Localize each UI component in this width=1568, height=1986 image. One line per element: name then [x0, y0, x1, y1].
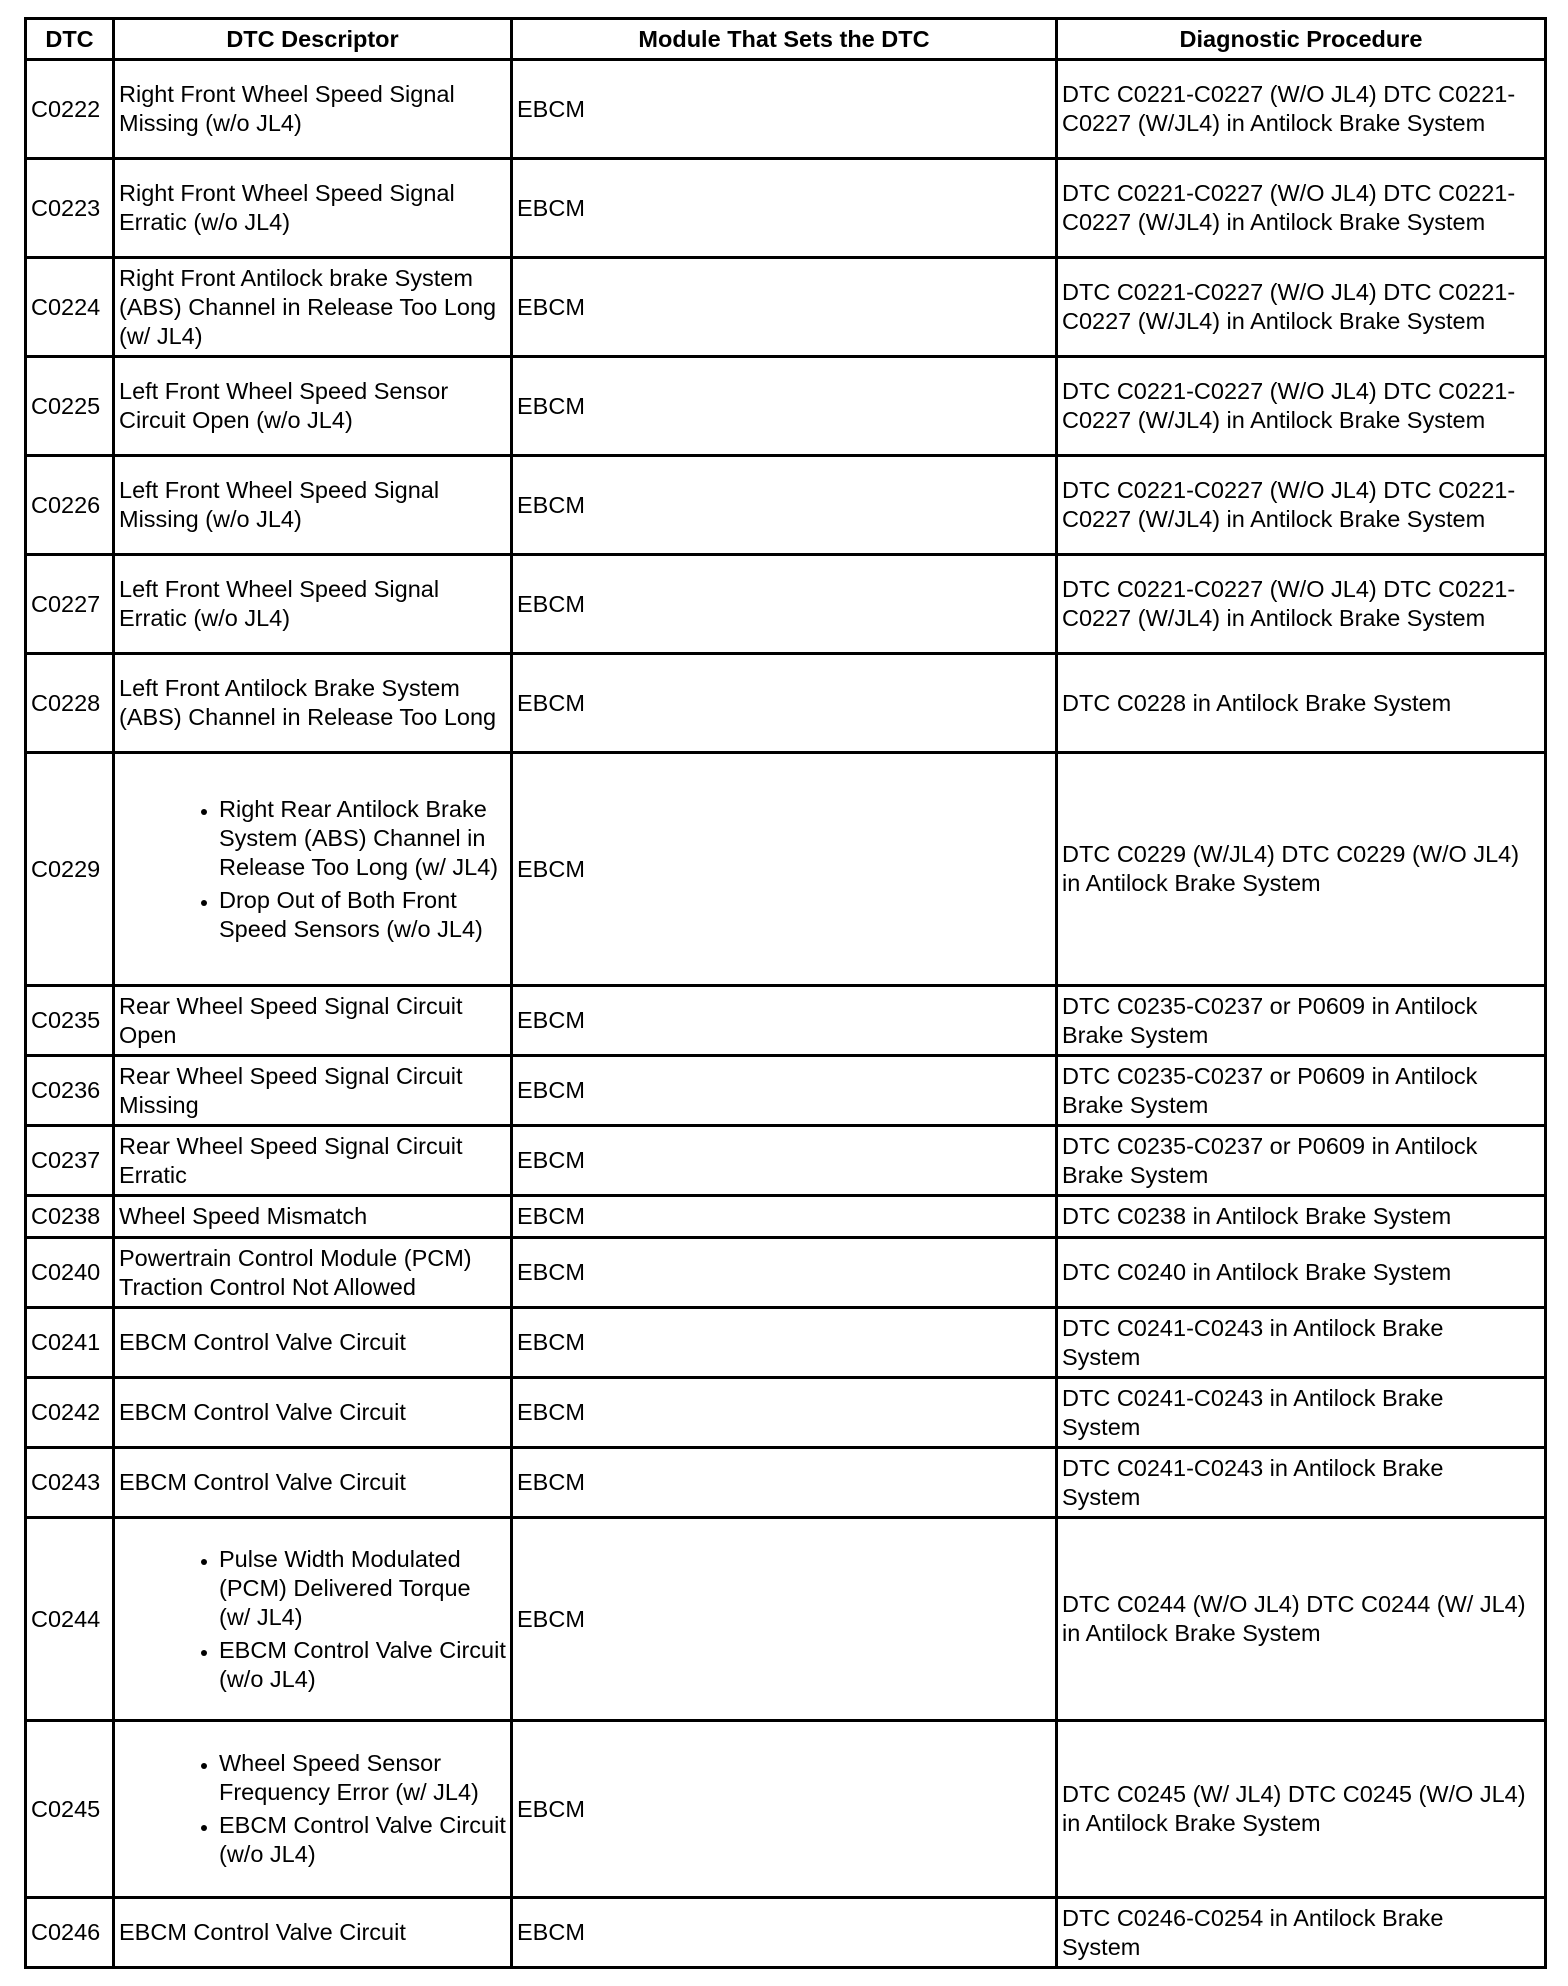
dtc-code: C0229 [26, 753, 114, 986]
dtc-code: C0225 [26, 357, 114, 456]
dtc-descriptor: Left Front Wheel Speed Signal Erratic (w/o JL4) [114, 555, 512, 654]
dtc-code: C0245 [26, 1721, 114, 1898]
table-row [26, 1308, 1546, 1378]
diagnostic-procedure: DTC C0246-C0254 in Antilock Brake System [1057, 1898, 1546, 1968]
module: EBCM [512, 1448, 1057, 1518]
diagnostic-procedure: DTC C0238 in Antilock Brake System [1057, 1196, 1546, 1238]
module: EBCM [512, 1518, 1057, 1721]
module: EBCM [512, 1238, 1057, 1308]
diagnostic-procedure: DTC C0221-C0227 (W/O JL4) DTC C0221-C0227 (W/JL4) in Antilock Brake System [1057, 258, 1546, 357]
module: EBCM [512, 159, 1057, 258]
dtc-descriptor: Left Front Wheel Speed Signal Missing (w/o JL4) [114, 456, 512, 555]
dtc-code: C0238 [26, 1196, 114, 1238]
dtc-descriptor: EBCM Control Valve Circuit [114, 1378, 512, 1448]
diagnostic-procedure: DTC C0221-C0227 (W/O JL4) DTC C0221-C0227 (W/JL4) in Antilock Brake System [1057, 159, 1546, 258]
dtc-code: C0237 [26, 1126, 114, 1196]
dtc-code: C0246 [26, 1898, 114, 1968]
descriptor-bullet: • Wheel Speed Sensor Frequency Error (w/ JL4) [219, 1749, 506, 1807]
descriptor-bullet-list [119, 1545, 506, 1694]
module: EBCM [512, 60, 1057, 159]
module: EBCM [512, 1378, 1057, 1448]
diagnostic-procedure: DTC C0221-C0227 (W/O JL4) DTC C0221-C0227 (W/JL4) in Antilock Brake System [1057, 60, 1546, 159]
dtc-descriptor: Left Front Wheel Speed Sensor Circuit Open (w/o JL4) [114, 357, 512, 456]
module: EBCM [512, 357, 1057, 456]
dtc-table [24, 17, 1547, 1969]
dtc-descriptor: Rear Wheel Speed Signal Circuit Open [114, 986, 512, 1056]
diagnostic-procedure: DTC C0221-C0227 (W/O JL4) DTC C0221-C0227 (W/JL4) in Antilock Brake System [1057, 456, 1546, 555]
dtc-code: C0242 [26, 1378, 114, 1448]
dtc-code: C0240 [26, 1238, 114, 1308]
dtc-descriptor: Left Front Antilock Brake System (ABS) Channel in Release Too Long [114, 654, 512, 753]
diagnostic-procedure: DTC C0245 (W/ JL4) DTC C0245 (W/O JL4) in Antilock Brake System [1057, 1721, 1546, 1898]
table-row [26, 1056, 1546, 1126]
dtc-code: C0227 [26, 555, 114, 654]
module: EBCM [512, 1308, 1057, 1378]
diagnostic-procedure: DTC C0235-C0237 or P0609 in Antilock Brake System [1057, 986, 1546, 1056]
descriptor-bullet-list [119, 795, 506, 944]
dtc-code: C0241 [26, 1308, 114, 1378]
dtc-code: C0228 [26, 654, 114, 753]
module: EBCM [512, 1126, 1057, 1196]
table-row [26, 258, 1546, 357]
dtc-code: C0222 [26, 60, 114, 159]
table-row [26, 60, 1546, 159]
table-row [26, 1518, 1546, 1721]
diagnostic-procedure: DTC C0229 (W/JL4) DTC C0229 (W/O JL4) in Antilock Brake System [1057, 753, 1546, 986]
dtc-descriptor [114, 1721, 512, 1898]
module: EBCM [512, 1196, 1057, 1238]
diagnostic-procedure: DTC C0228 in Antilock Brake System [1057, 654, 1546, 753]
header-dtc-descriptor: DTC Descriptor [114, 19, 512, 60]
dtc-descriptor: Powertrain Control Module (PCM) Traction Control Not Allowed [114, 1238, 512, 1308]
descriptor-bullet: • Drop Out of Both Front Speed Sensors (w/o JL4) [219, 886, 506, 944]
table-row [26, 1448, 1546, 1518]
dtc-descriptor: Right Front Wheel Speed Signal Missing (w/o JL4) [114, 60, 512, 159]
table-row [26, 1898, 1546, 1968]
dtc-code: C0235 [26, 986, 114, 1056]
descriptor-bullet: • Right Rear Antilock Brake System (ABS) Channel in Release Too Long (w/ JL4) [219, 795, 506, 882]
table-row [26, 1196, 1546, 1238]
module: EBCM [512, 258, 1057, 357]
dtc-code: C0236 [26, 1056, 114, 1126]
dtc-descriptor [114, 753, 512, 986]
module: EBCM [512, 654, 1057, 753]
dtc-code: C0243 [26, 1448, 114, 1518]
module: EBCM [512, 753, 1057, 986]
dtc-descriptor: Right Front Antilock brake System (ABS) Channel in Release Too Long (w/ JL4) [114, 258, 512, 357]
table-row [26, 1238, 1546, 1308]
module: EBCM [512, 986, 1057, 1056]
table-row [26, 555, 1546, 654]
dtc-code: C0224 [26, 258, 114, 357]
diagnostic-procedure: DTC C0241-C0243 in Antilock Brake System [1057, 1308, 1546, 1378]
module: EBCM [512, 456, 1057, 555]
descriptor-bullet-list [119, 1749, 506, 1869]
table-row [26, 1126, 1546, 1196]
diagnostic-procedure: DTC C0235-C0237 or P0609 in Antilock Brake System [1057, 1056, 1546, 1126]
module: EBCM [512, 1898, 1057, 1968]
table-row [26, 986, 1546, 1056]
table-header-row [26, 19, 1546, 60]
dtc-descriptor [114, 1518, 512, 1721]
table-row [26, 456, 1546, 555]
dtc-code: C0226 [26, 456, 114, 555]
header-module: Module That Sets the DTC [512, 19, 1057, 60]
table-row [26, 159, 1546, 258]
diagnostic-procedure: DTC C0235-C0237 or P0609 in Antilock Brake System [1057, 1126, 1546, 1196]
dtc-descriptor: Rear Wheel Speed Signal Circuit Missing [114, 1056, 512, 1126]
diagnostic-procedure: DTC C0241-C0243 in Antilock Brake System [1057, 1448, 1546, 1518]
table-row [26, 1721, 1546, 1898]
dtc-descriptor: Right Front Wheel Speed Signal Erratic (w/o JL4) [114, 159, 512, 258]
dtc-descriptor: EBCM Control Valve Circuit [114, 1448, 512, 1518]
descriptor-bullet: • Pulse Width Modulated (PCM) Delivered Torque (w/ JL4) [219, 1545, 506, 1632]
table-row [26, 1378, 1546, 1448]
table-row [26, 357, 1546, 456]
diagnostic-procedure: DTC C0244 (W/O JL4) DTC C0244 (W/ JL4) in Antilock Brake System [1057, 1518, 1546, 1721]
dtc-descriptor: Rear Wheel Speed Signal Circuit Erratic [114, 1126, 512, 1196]
table-row [26, 753, 1546, 986]
header-diagnostic-procedure: Diagnostic Procedure [1057, 19, 1546, 60]
module: EBCM [512, 1721, 1057, 1898]
diagnostic-procedure: DTC C0240 in Antilock Brake System [1057, 1238, 1546, 1308]
descriptor-bullet: • EBCM Control Valve Circuit (w/o JL4) [219, 1636, 506, 1694]
dtc-descriptor: EBCM Control Valve Circuit [114, 1898, 512, 1968]
module: EBCM [512, 1056, 1057, 1126]
diagnostic-procedure: DTC C0221-C0227 (W/O JL4) DTC C0221-C0227 (W/JL4) in Antilock Brake System [1057, 357, 1546, 456]
diagnostic-procedure: DTC C0221-C0227 (W/O JL4) DTC C0221-C0227 (W/JL4) in Antilock Brake System [1057, 555, 1546, 654]
descriptor-bullet: • EBCM Control Valve Circuit (w/o JL4) [219, 1811, 506, 1869]
dtc-descriptor: EBCM Control Valve Circuit [114, 1308, 512, 1378]
diagnostic-procedure: DTC C0241-C0243 in Antilock Brake System [1057, 1378, 1546, 1448]
header-dtc: DTC [26, 19, 114, 60]
dtc-code: C0223 [26, 159, 114, 258]
dtc-descriptor: Wheel Speed Mismatch [114, 1196, 512, 1238]
table-row [26, 654, 1546, 753]
dtc-code: C0244 [26, 1518, 114, 1721]
module: EBCM [512, 555, 1057, 654]
